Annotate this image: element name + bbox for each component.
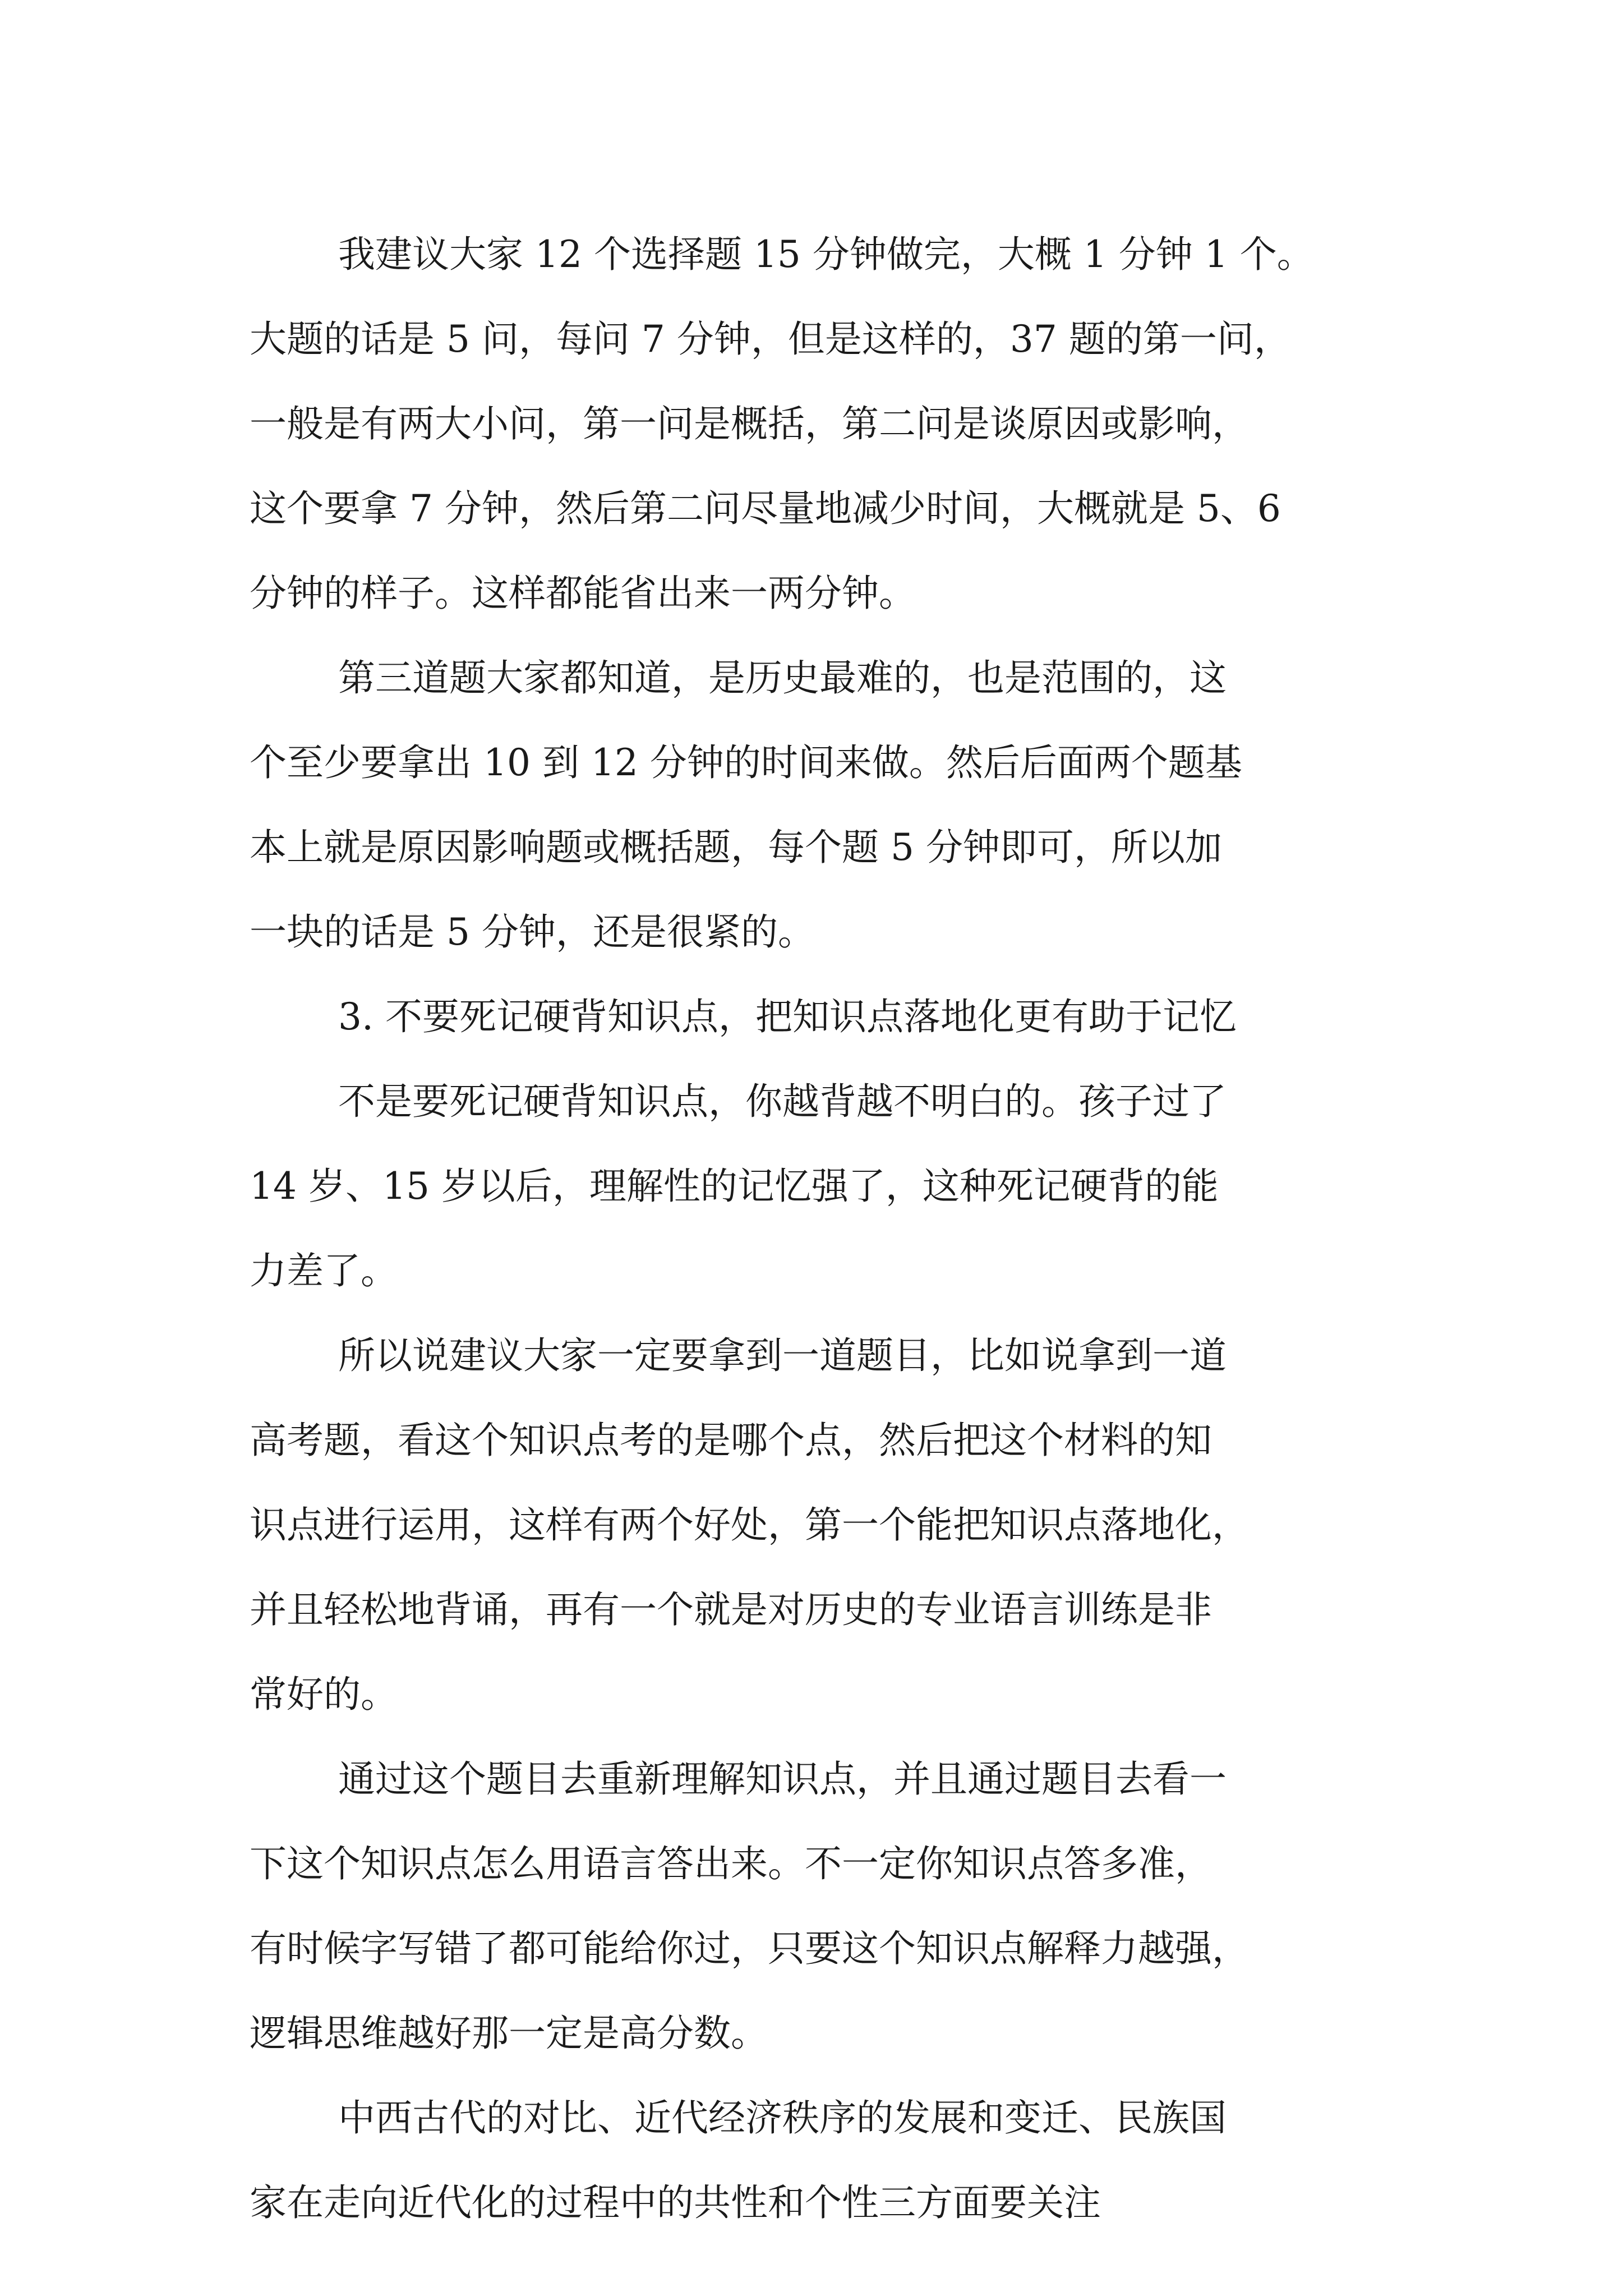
text-line: 家在走向近代化的过程中的共性和个性三方面要关注	[250, 2181, 1101, 2224]
paragraph	[250, 212, 1427, 636]
text-line: 识点进行运用，这样有两个好处，第一个能把知识点落地化，	[250, 1503, 1249, 1547]
text-line: 个至少要拿出 10 到 12 分钟的时间来做。然后后面两个题基	[250, 741, 1242, 784]
text-line: 常好的。	[250, 1673, 398, 1716]
paragraph	[250, 636, 1427, 974]
text-line: 第三道题大家都知道，是历史最难的，也是范围的，这	[338, 656, 1227, 700]
document-body	[250, 212, 1427, 2245]
text-line: 力差了。	[250, 1249, 398, 1292]
text-line: 大题的话是 5 问，每问 7 分钟，但是这样的，37 题的第一问，	[250, 318, 1291, 361]
text-line: 一块的话是 5 分钟，还是很紧的。	[250, 910, 815, 954]
text-line: 通过这个题目去重新理解知识点，并且通过题目去看一	[338, 1757, 1227, 1801]
heading-line: 3. 不要死记硬背知识点，把知识点落地化更有助于记忆	[338, 995, 1237, 1038]
text-line: 逻辑思维越好那一定是高分数。	[250, 2012, 768, 2055]
paragraph	[250, 1737, 1427, 2076]
text-line: 本上就是原因影响题或概括题，每个题 5 分钟即可，所以加	[250, 826, 1222, 869]
text-line: 所以说建议大家一定要拿到一道题目，比如说拿到一道	[338, 1334, 1227, 1377]
section-heading	[250, 974, 1427, 1059]
paragraph	[250, 1059, 1427, 1313]
paragraph	[250, 1313, 1427, 1737]
text-line: 不是要死记硬背知识点，你越背越不明白的。孩子过了	[338, 1080, 1227, 1123]
text-line: 我建议大家 12 个选择题 15 分钟做完，大概 1 分钟 1 个。	[338, 233, 1314, 276]
paragraph	[250, 2076, 1427, 2245]
text-line: 这个要拿 7 分钟，然后第二问尽量地减少时间，大概就是 5、6	[250, 487, 1281, 530]
text-line: 中西古代的对比、近代经济秩序的发展和变迁、民族国	[338, 2096, 1227, 2139]
text-line: 下这个知识点怎么用语言答出来。不一定你知识点答多准，	[250, 1842, 1212, 1885]
text-line: 分钟的样子。这样都能省出来一两分钟。	[250, 572, 916, 615]
text-line: 有时候字写错了都可能给你过，只要这个知识点解释力越强，	[250, 1927, 1249, 1970]
text-line: 高考题，看这个知识点考的是哪个点，然后把这个材料的知	[250, 1419, 1212, 1462]
text-line: 一般是有两大小问，第一问是概括，第二问是谈原因或影响，	[250, 402, 1249, 445]
text-line: 并且轻松地背诵，再有一个就是对历史的专业语言训练是非	[250, 1588, 1212, 1631]
text-line: 14 岁、15 岁以后，理解性的记忆强了，这种死记硬背的能	[250, 1165, 1219, 1208]
